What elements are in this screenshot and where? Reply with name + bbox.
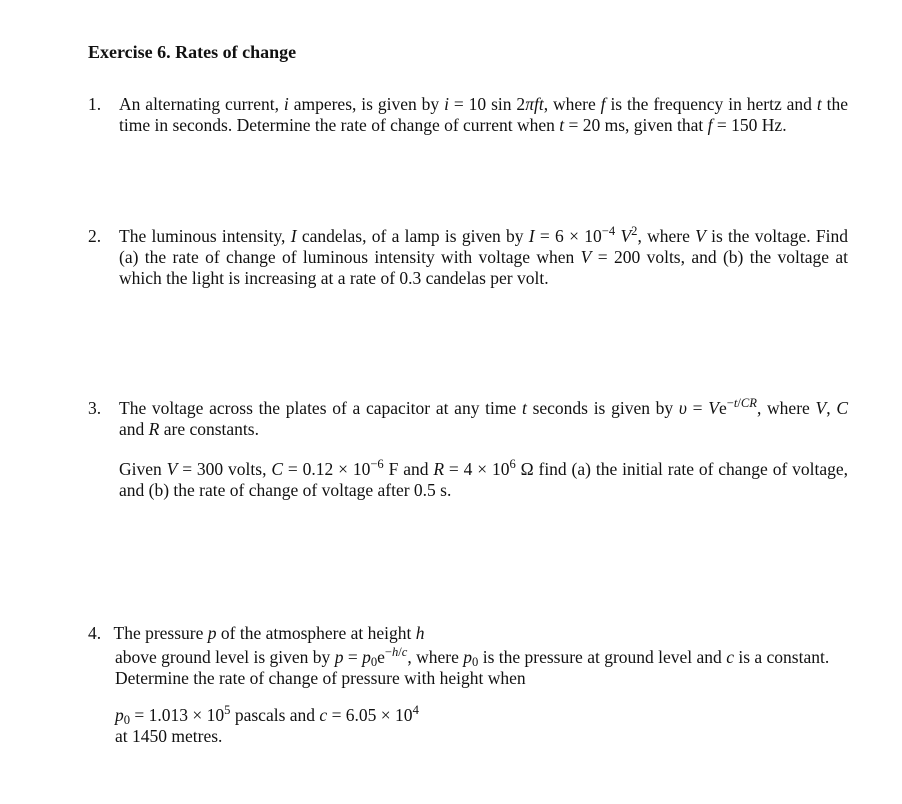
question-text: The luminous intensity, I candelas, of a lamp is given by $I = 6 \times 10^{-4}$ $V^2$, where V is the voltage. Find (a) the rate of change of luminous intensity with voltage when V = 200 volts, and (b) the voltage at which the light is increasing at a rate of 0.3 candelas per volt. <box>119 224 848 288</box>
question-2 <box>88 226 848 289</box>
question-values: $p_0 = 1.013 \times 10^5$ pascals and $c = 6.05 \times 10^4$ at 1450 metres. <box>115 703 419 746</box>
question-3 <box>88 398 848 501</box>
question-text-line1: The pressure p of the atmosphere at height h <box>113 623 425 643</box>
question-number: 4. <box>88 623 102 643</box>
question-text-rest: above ground level is given by $p = p_0e^{-h/c}$, where $p_0$ is the pressure at ground level and c is a constant. Determine the rate of change of pressure with height when <box>115 645 830 688</box>
exercise-title: Exercise 6. Rates of change <box>88 42 297 62</box>
question-text: The voltage across the plates of a capacitor at any time t seconds is given by $\upsilon = Ve^{-t/CR}$, where V, C and R are constants. <box>119 396 848 439</box>
question-number: 1. <box>88 94 102 114</box>
question-1 <box>88 94 848 136</box>
question-given: Given V = 300 volts, $C = 0.12 \times 10^{-6}$ F and $R = 4 \times 10^6$ Ω find (a) the initial rate of change of voltage, and (b) the rate of change of voltage after 0.5 s. <box>119 457 849 500</box>
question-text: An alternating current, i amperes, is given by i = 10 sin 2πft, where f is the frequency in hertz and t the time in seconds. Determine the rate of change of current when t = 20 ms, given that f = 150 Hz. <box>119 94 848 135</box>
question-4 <box>88 623 848 747</box>
question-number: 3. <box>88 398 102 418</box>
question-number: 2. <box>88 226 102 246</box>
